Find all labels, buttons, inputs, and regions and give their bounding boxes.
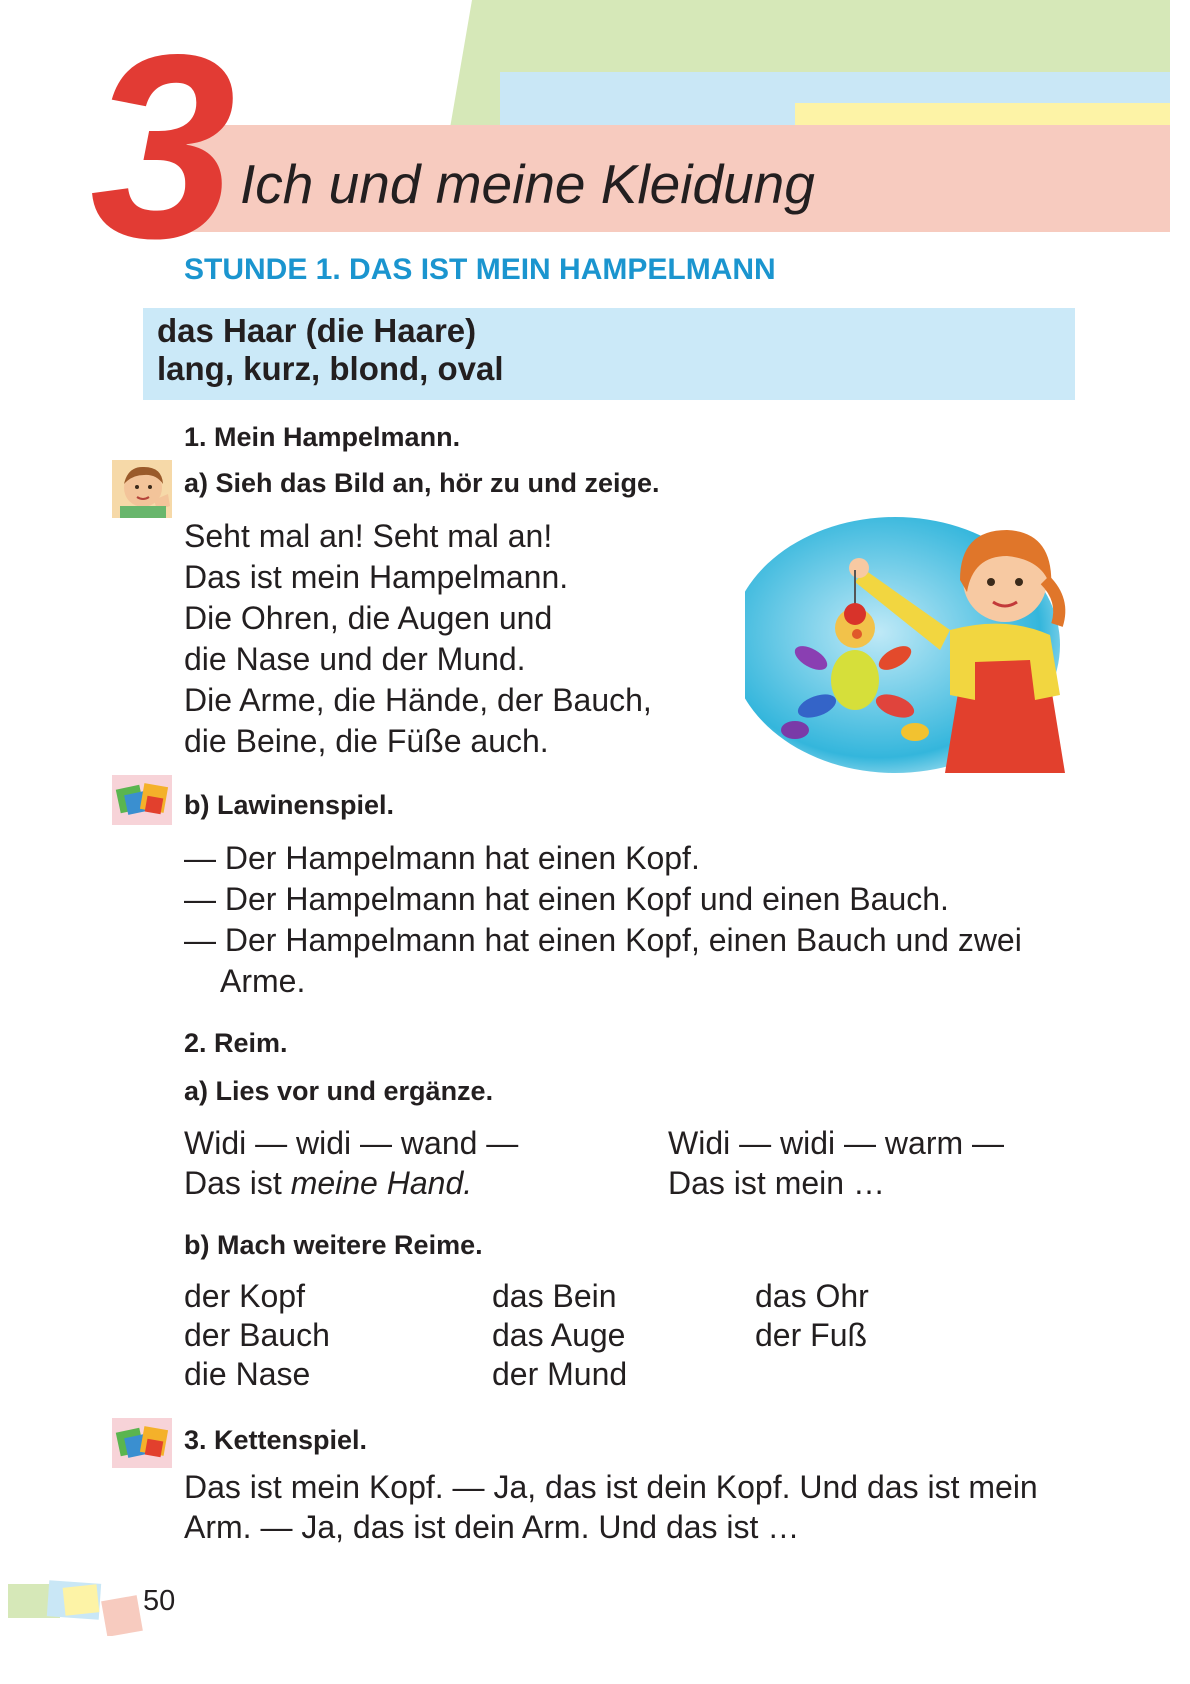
vocab-line: lang, kurz, blond, oval — [157, 350, 504, 387]
girl-with-puppet-illustration — [745, 510, 1075, 773]
exercise-1b-label: b) Lawinenspiel. — [184, 790, 395, 820]
chain-line: Arm. — Ja, das ist dein Arm. Und das ist … — [184, 1509, 800, 1545]
exercise-1a-label: a) Sieh das Bild an, hör zu und zeige. — [184, 468, 660, 498]
rhyme-word: der Kopf — [184, 1278, 305, 1314]
poem-line: Das ist mein Hampelmann. — [184, 559, 569, 595]
poem-line: Die Arme, die Hände, der Bauch, — [184, 682, 652, 718]
chapter-title: Ich und meine Kleidung — [240, 153, 815, 215]
rhyme-right-line1: Widi — widi — warm — — [668, 1125, 1005, 1161]
poem-line: die Nase und der Mund. — [184, 641, 526, 677]
page-number: 50 — [143, 1585, 176, 1617]
lesson-title: STUNDE 1. DAS IST MEIN HAMPELMANN — [184, 253, 776, 286]
footer-decoration — [8, 1580, 143, 1636]
avalanche-line: — Der Hampelmann hat einen Kopf und einen Bauch. — [184, 881, 949, 917]
poem-line: Die Ohren, die Augen und — [184, 600, 553, 636]
rhyme-word: der Fuß — [755, 1317, 868, 1353]
exercise-3-heading: 3. Kettenspiel. — [184, 1425, 368, 1455]
rhyme-word: das Ohr — [755, 1278, 869, 1314]
rhyme-word: das Auge — [492, 1317, 626, 1353]
play-cubes-icon — [112, 775, 172, 825]
rhyme-left-italic: meine Hand. — [290, 1165, 473, 1201]
poem-line: Seht mal an! Seht mal an! — [184, 518, 553, 554]
exercise-2-heading: 2. Reim. — [184, 1028, 288, 1058]
rhyme-right-line2: Das ist mein … — [668, 1165, 885, 1201]
rhyme-word: die Nase — [184, 1356, 311, 1392]
exercise-2b-label: b) Mach weitere Reime. — [184, 1230, 483, 1260]
chapter-number: 3 — [90, 0, 230, 293]
avalanche-line: — Der Hampelmann hat einen Kopf, einen Bauch und zwei — [184, 922, 1022, 958]
vocab-line: das Haar (die Haare) — [157, 312, 477, 349]
play-cubes-icon — [112, 1418, 172, 1468]
rhyme-word: der Bauch — [184, 1317, 330, 1353]
avalanche-line: — Der Hampelmann hat einen Kopf. — [184, 840, 700, 876]
poem-line: die Beine, die Füße auch. — [184, 723, 549, 759]
rhyme-left-plain: Das ist — [184, 1165, 291, 1201]
rhyme-word: das Bein — [492, 1278, 617, 1314]
rhyme-left-line2 — [184, 1163, 472, 1203]
exercise-2a-label: a) Lies vor und ergänze. — [184, 1076, 494, 1106]
rhyme-left-line1: Widi — widi — wand — — [184, 1125, 519, 1161]
avalanche-line: Arme. — [220, 963, 306, 999]
chain-line: Das ist mein Kopf. — Ja, das ist dein Kopf. Und das ist mein — [184, 1469, 1038, 1505]
listening-child-icon — [112, 460, 172, 518]
exercise-1-heading: 1. Mein Hampelmann. — [184, 422, 461, 452]
rhyme-word: der Mund — [492, 1356, 628, 1392]
